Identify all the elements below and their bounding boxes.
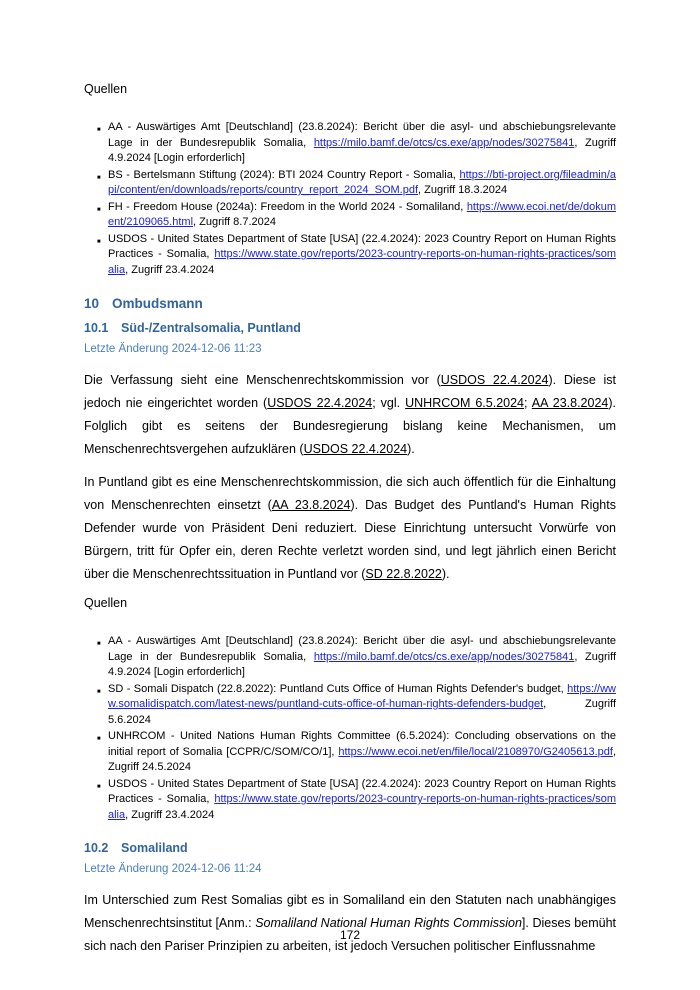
section-title: Somaliland (121, 841, 188, 855)
text-run: , Zugriff 8.7.2024 (193, 216, 276, 228)
sources-heading-1: Quellen (84, 82, 128, 96)
text-run: Im Unterschied zum Rest Somalias gibt es in Somaliland ein den Statuten nach unabhängiges Menschenrechtsinstitut [Anm.: (84, 893, 616, 930)
source-item (97, 777, 616, 824)
text-run: , Zugriff 4.9.2024 [Login erforderlich] (108, 136, 616, 164)
body-paragraph (84, 471, 616, 586)
hyperlink[interactable]: https://milo.bamf.de/otcs/cs.exe/app/nodes/30275841 (313, 136, 575, 149)
text-run: ). (407, 442, 415, 456)
text-run: FH - Freedom House (2024a): Freedom in the World 2024 - Somaliland, (108, 200, 467, 213)
hyperlink[interactable]: https://bti-project.org/fileadmin/api/content/en/downloads/reports/country_report_2024_SOM.pdf (108, 168, 616, 196)
text-run: ; vgl. (372, 396, 406, 410)
citation-link[interactable]: USDOS 22.4.2024 (267, 396, 373, 410)
section-heading-10-2 (84, 841, 616, 855)
source-item (97, 200, 616, 231)
section-number: 10 (84, 296, 100, 311)
hyperlink[interactable]: https://www.ecoi.net/en/file/local/2108970/G2405613.pdf (338, 745, 613, 758)
hyperlink[interactable]: https://www.state.gov/reports/2023-country-reports-on-human-rights-practices/somalia (108, 793, 616, 821)
text-run: ). (441, 567, 450, 581)
hyperlink[interactable]: https://www.state.gov/reports/2023-country-reports-on-human-rights-practices/somalia (108, 248, 616, 276)
text-run: Die Verfassung sieht eine Menschenrechtskommission vor ( (84, 373, 441, 387)
citation-link[interactable]: AA 23.8.2024 (271, 498, 351, 512)
source-list-2 (84, 634, 616, 823)
body-paragraph (84, 369, 616, 461)
hyperlink[interactable]: https://www.ecoi.net/de/dokument/2109065.html (108, 200, 616, 228)
section-title: Süd-/Zentralsomalia, Puntland (121, 321, 301, 335)
text-run: ). Folglich gibt es seitens der Bundesregierung bislang keine Mechanismen, um Menschenrechtsvergehen aufzuklären ( (84, 396, 616, 456)
text-run: ). Das Budget des Puntland's Human Rights Defender wurde von Präsident Deni reduziert. Diese Einrichtung untersucht Vorwürfe von Bürgern, tritt für Opfer ein, deren Rechte verletzt worden sind, und legt jährlich einen Bericht über die Menschenrechtssituation in Puntland vor ( (84, 498, 616, 581)
text-run: USDOS - United States Department of State [USA] (22.4.2024): 2023 Country Report on Human Rights Practices - Somalia, (108, 232, 616, 260)
text-run: UNHRCOM - United Nations Human Rights Committee (6.5.2024): Concluding observations on the initial report of Somalia [CCPR/C/SOM/CO/1], (108, 730, 616, 758)
section-number: 10.2 (84, 841, 109, 855)
source-item (97, 682, 616, 729)
citation-link[interactable]: USDOS 22.4.2024 (303, 442, 408, 456)
last-change-note: Letzte Änderung 2024-12-06 11:23 (84, 343, 262, 355)
section-title: Ombudsmann (112, 296, 203, 311)
body-paragraph (84, 889, 616, 958)
text-run: AA - Auswärtiges Amt [Deutschland] (23.8.2024): Bericht über die asyl- und abschiebungsrelevante Lage in der Bundesrepublik Somalia, (108, 121, 616, 149)
page-number: 172 (339, 928, 361, 942)
text-run: , Zugriff 24.5.2024 (108, 745, 616, 773)
text-run: , Zugriff 5.6.2024 (108, 698, 616, 726)
source-list-1 (84, 120, 616, 278)
citation-link[interactable]: USDOS 22.4.2024 (440, 373, 549, 387)
section-heading-10 (84, 296, 616, 311)
citation-link[interactable]: AA 23.8.2024 (531, 396, 609, 410)
source-item (97, 168, 616, 199)
text-run: , Zugriff 23.4.2024 (125, 808, 215, 821)
source-item (97, 120, 616, 167)
hyperlink[interactable]: https://milo.bamf.de/otcs/cs.exe/app/nodes/30275841 (313, 650, 575, 663)
source-item (97, 634, 616, 681)
text-run: USDOS - United States Department of State [USA] (22.4.2024): 2023 Country Report on Human Rights Practices - Somalia, (108, 777, 616, 805)
citation-link[interactable]: UNHRCOM 6.5.2024 (405, 396, 525, 410)
text-run: ]. Dieses bemüht sich nach den Pariser Prinzipien zu arbeiten, ist jedoch Versuchen politischer Einflussnahme (84, 916, 616, 953)
source-item (97, 232, 616, 279)
source-item (97, 729, 616, 776)
text-run: SD - Somali Dispatch (22.8.2022): Puntland Cuts Office of Human Rights Defender's budget, (108, 682, 568, 695)
citation-link[interactable]: SD 22.8.2022 (365, 567, 442, 581)
text-run: , Zugriff 4.9.2024 [Login erforderlich] (108, 650, 616, 678)
text-run: , Zugriff 18.3.2024 (418, 184, 508, 196)
sources-heading-2: Quellen (84, 596, 128, 610)
text-run: ; (524, 396, 532, 410)
text-run: AA - Auswärtiges Amt [Deutschland] (23.8.2024): Bericht über die asyl- und abschiebungsrelevante Lage in der Bundesrepublik Somalia, (108, 635, 616, 663)
section-number: 10.1 (84, 321, 109, 335)
text-run: , Zugriff 23.4.2024 (125, 263, 215, 276)
text-run: In Puntland gibt es eine Menschenrechtskommission, die sich auch öffentlich für die Einhaltung von Menschenrechten einsetzt ( (84, 475, 616, 512)
last-change-note: Letzte Änderung 2024-12-06 11:24 (84, 863, 262, 875)
section-heading-10-1 (84, 321, 616, 335)
text-run: ). Diese ist jedoch nie eingerichtet worden ( (84, 373, 616, 410)
hyperlink[interactable]: https://www.somalidispatch.com/latest-news/puntland-cuts-office-of-human-rights-defenders-budget (108, 682, 616, 710)
text-run: BS - Bertelsmann Stiftung (2024): BTI 2024 Country Report - Somalia, (108, 168, 460, 181)
italic-text: Somaliland National Human Rights Commission (255, 916, 522, 930)
